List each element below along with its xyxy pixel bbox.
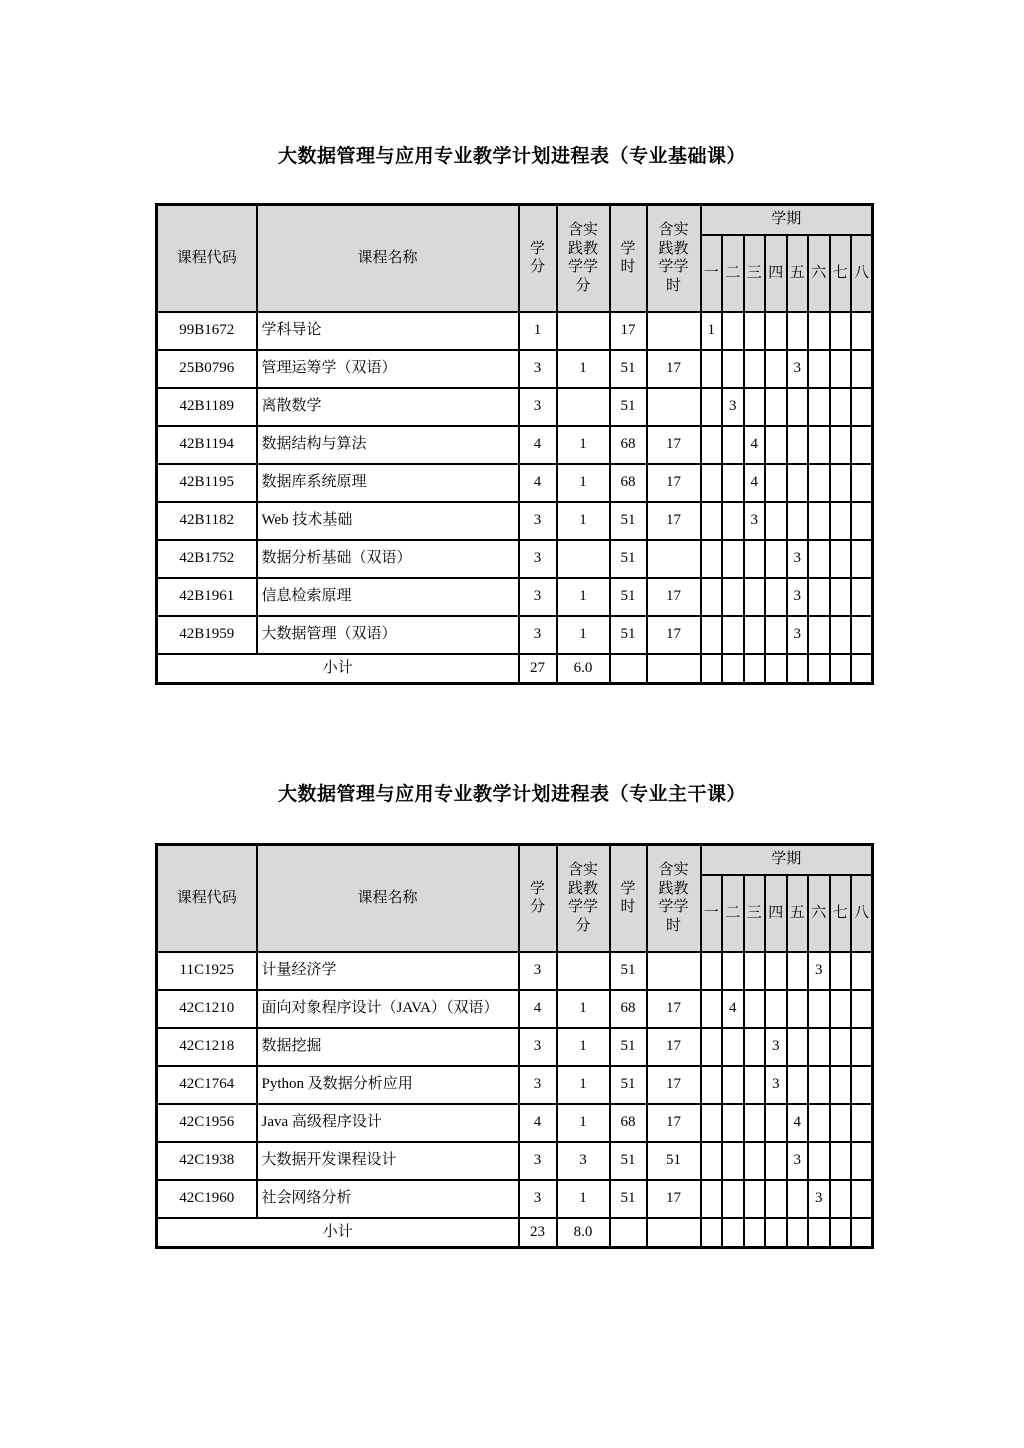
semester-4-cell [765, 1104, 787, 1142]
course-name-cell: 离散数学 [257, 388, 519, 426]
hours-cell: 68 [610, 990, 647, 1028]
table-row [157, 1104, 873, 1142]
hours-cell: 51 [610, 1180, 647, 1218]
hours-header: 学时 [610, 845, 647, 952]
semester-6-cell: 3 [808, 952, 830, 990]
semester-5-cell [787, 1180, 809, 1218]
semester-3-cell [744, 1066, 766, 1104]
course-code-header: 课程代码 [157, 205, 257, 312]
credits-cell: 3 [519, 616, 557, 654]
practice-credits-cell [557, 388, 610, 426]
course-code-cell: 42B1195 [157, 464, 257, 502]
course-code-cell: 42B1189 [157, 388, 257, 426]
course-name-cell: 计量经济学 [257, 952, 519, 990]
semester-1-cell [701, 1104, 723, 1142]
credits-cell: 3 [519, 388, 557, 426]
practice-credits-cell: 3 [557, 1142, 610, 1180]
semester-7-cell [830, 990, 852, 1028]
semester-1-header: 一 [701, 235, 723, 312]
semester-3-cell [744, 1028, 766, 1066]
course-name-cell: 数据库系统原理 [257, 464, 519, 502]
hours-cell: 51 [610, 1066, 647, 1104]
table-header [157, 205, 873, 312]
semester-6-cell: 3 [808, 1180, 830, 1218]
hours-cell: 51 [610, 540, 647, 578]
practice-hours-cell: 17 [647, 990, 701, 1028]
semester-6-cell [808, 990, 830, 1028]
course-code-cell: 25B0796 [157, 350, 257, 388]
semester-5-header: 五 [787, 875, 809, 952]
semester-7-cell [830, 952, 852, 990]
semester-7-cell [830, 1066, 852, 1104]
semester-7-cell [830, 312, 852, 350]
hours-header: 学时 [610, 205, 647, 312]
semester-3-cell: 4 [744, 426, 766, 464]
table-row [157, 502, 873, 540]
practice-hours-cell: 17 [647, 502, 701, 540]
basic-courses-table-container [155, 203, 874, 685]
hours-cell: 51 [610, 952, 647, 990]
semester-5-cell: 3 [787, 1142, 809, 1180]
practice-hours-cell: 17 [647, 1104, 701, 1142]
semester-5-cell [787, 388, 809, 426]
credits-cell: 4 [519, 990, 557, 1028]
semester-8-cell [851, 616, 873, 654]
semester-6-cell [808, 312, 830, 350]
semester-7-cell [830, 388, 852, 426]
semester-8-cell [851, 350, 873, 388]
semester-3-cell [744, 952, 766, 990]
credits-cell: 3 [519, 1028, 557, 1066]
subtotal-practice-hours [647, 1218, 701, 1248]
semester-1-cell [701, 502, 723, 540]
semester-5-cell [787, 990, 809, 1028]
semester-8-cell [851, 1028, 873, 1066]
semester-8-cell [851, 1142, 873, 1180]
semester-8-cell [851, 952, 873, 990]
practice-hours-cell [647, 388, 701, 426]
semester-header: 学期 [701, 845, 873, 875]
table-row [157, 578, 873, 616]
semester-4-cell: 3 [765, 1066, 787, 1104]
semester-5-cell: 4 [787, 1104, 809, 1142]
semester-3-cell: 3 [744, 502, 766, 540]
course-name-cell: 学科导论 [257, 312, 519, 350]
subtotal-label: 小计 [157, 1218, 519, 1248]
semester-6-cell [808, 616, 830, 654]
semester-6-cell [808, 1104, 830, 1142]
semester-5-cell: 3 [787, 616, 809, 654]
table-row [157, 350, 873, 388]
practice-credits-cell [557, 312, 610, 350]
semester-1-cell [701, 578, 723, 616]
semester-3-cell [744, 540, 766, 578]
credits-cell: 4 [519, 1104, 557, 1142]
semester-4-cell: 3 [765, 1028, 787, 1066]
table-header [157, 845, 873, 952]
semester-8-cell [851, 502, 873, 540]
semester-6-cell [808, 502, 830, 540]
semester-4-cell [765, 578, 787, 616]
practice-credits-cell: 1 [557, 990, 610, 1028]
semester-3-header: 三 [744, 875, 766, 952]
semester-5-cell [787, 1066, 809, 1104]
semester-1-cell [701, 464, 723, 502]
semester-1-header: 一 [701, 875, 723, 952]
subtotal-credits: 27 [519, 654, 557, 684]
semester-7-cell [830, 1104, 852, 1142]
semester-2-cell [722, 952, 744, 990]
credits-cell: 3 [519, 952, 557, 990]
subtotal-row [157, 654, 873, 684]
semester-2-cell [722, 1104, 744, 1142]
table-row [157, 1142, 873, 1180]
hours-cell: 51 [610, 502, 647, 540]
subtotal-label: 小计 [157, 654, 519, 684]
practice-hours-cell: 17 [647, 1066, 701, 1104]
credits-cell: 4 [519, 426, 557, 464]
course-name-cell: 数据挖掘 [257, 1028, 519, 1066]
subtotal-practice-credits: 8.0 [557, 1218, 610, 1248]
course-code-cell: 42B1752 [157, 540, 257, 578]
semester-5-cell: 3 [787, 350, 809, 388]
course-name-cell: 社会网络分析 [257, 1180, 519, 1218]
semester-7-header: 七 [830, 875, 852, 952]
course-code-cell: 42B1194 [157, 426, 257, 464]
semester-8-cell [851, 464, 873, 502]
table-row [157, 1066, 873, 1104]
semester-2-cell [722, 1066, 744, 1104]
semester-4-cell [765, 540, 787, 578]
semester-7-cell [830, 502, 852, 540]
semester-4-cell [765, 990, 787, 1028]
course-code-cell: 42B1961 [157, 578, 257, 616]
table-row [157, 540, 873, 578]
credits-cell: 3 [519, 1142, 557, 1180]
semester-6-cell [808, 1142, 830, 1180]
semester-7-header: 七 [830, 235, 852, 312]
hours-cell: 51 [610, 1142, 647, 1180]
semester-5-cell [787, 1028, 809, 1066]
hours-cell: 51 [610, 350, 647, 388]
semester-6-cell [808, 578, 830, 616]
semester-8-cell [851, 312, 873, 350]
semester-1-cell: 1 [701, 312, 723, 350]
semester-2-cell [722, 312, 744, 350]
hours-cell: 51 [610, 616, 647, 654]
course-code-header: 课程代码 [157, 845, 257, 952]
semester-6-cell [808, 350, 830, 388]
table-row [157, 1028, 873, 1066]
semester-7-cell [830, 1180, 852, 1218]
semester-3-cell: 4 [744, 464, 766, 502]
hours-cell: 51 [610, 578, 647, 616]
table-row [157, 312, 873, 350]
subtotal-hours [610, 1218, 647, 1248]
semester-1-cell [701, 388, 723, 426]
semester-1-cell [701, 350, 723, 388]
course-name-cell: 数据分析基础（双语） [257, 540, 519, 578]
semester-4-cell [765, 464, 787, 502]
semester-2-cell [722, 502, 744, 540]
practice-hours-cell: 17 [647, 350, 701, 388]
practice-credits-cell: 1 [557, 1028, 610, 1066]
practice-credits-cell: 1 [557, 578, 610, 616]
practice-hours-cell: 17 [647, 1180, 701, 1218]
semester-7-cell [830, 578, 852, 616]
semester-7-cell [830, 540, 852, 578]
course-code-cell: 42C1938 [157, 1142, 257, 1180]
table-row [157, 990, 873, 1028]
semester-1-cell [701, 1028, 723, 1066]
practice-hours-cell [647, 540, 701, 578]
course-name-header: 课程名称 [257, 845, 519, 952]
semester-3-cell [744, 1142, 766, 1180]
practice-hours-cell [647, 952, 701, 990]
semester-5-cell [787, 502, 809, 540]
practice-hours-cell: 51 [647, 1142, 701, 1180]
credits-cell: 3 [519, 1066, 557, 1104]
semester-3-cell [744, 616, 766, 654]
semester-6-header: 六 [808, 875, 830, 952]
practice-credits-cell: 1 [557, 426, 610, 464]
subtotal-practice-credits: 6.0 [557, 654, 610, 684]
hours-cell: 51 [610, 1028, 647, 1066]
semester-4-cell [765, 350, 787, 388]
practice-credits-cell: 1 [557, 1066, 610, 1104]
practice-credits-cell: 1 [557, 1180, 610, 1218]
practice-hours-cell [647, 312, 701, 350]
semester-8-cell [851, 540, 873, 578]
semester-7-cell [830, 616, 852, 654]
practice-credits-header: 含实践教学学分 [557, 845, 610, 952]
practice-credits-cell [557, 540, 610, 578]
semester-8-cell [851, 426, 873, 464]
credits-header: 学分 [519, 205, 557, 312]
credits-cell: 3 [519, 502, 557, 540]
course-name-cell: 大数据开发课程设计 [257, 1142, 519, 1180]
course-name-header: 课程名称 [257, 205, 519, 312]
table-body [157, 952, 873, 1218]
practice-hours-header: 含实践教学学时 [647, 845, 701, 952]
practice-credits-cell: 1 [557, 616, 610, 654]
course-code-cell: 42C1960 [157, 1180, 257, 1218]
course-code-cell: 42B1182 [157, 502, 257, 540]
table-row [157, 1180, 873, 1218]
credits-cell: 4 [519, 464, 557, 502]
semester-7-cell [830, 1142, 852, 1180]
semester-3-cell [744, 990, 766, 1028]
practice-hours-cell: 17 [647, 578, 701, 616]
semester-4-cell [765, 616, 787, 654]
course-name-cell: Python 及数据分析应用 [257, 1066, 519, 1104]
semester-5-cell: 3 [787, 540, 809, 578]
semester-5-cell: 3 [787, 578, 809, 616]
subtotal-row [157, 1218, 873, 1248]
course-name-cell: 数据结构与算法 [257, 426, 519, 464]
subtotal-hours [610, 654, 647, 684]
semester-5-cell [787, 952, 809, 990]
semester-2-header: 二 [722, 235, 744, 312]
semester-7-cell [830, 426, 852, 464]
table-title-basic-courses: 大数据管理与应用专业教学计划进程表（专业基础课） [277, 146, 746, 167]
semester-4-cell [765, 952, 787, 990]
table-row [157, 426, 873, 464]
semester-5-cell [787, 464, 809, 502]
semester-3-cell [744, 578, 766, 616]
practice-hours-cell: 17 [647, 1028, 701, 1066]
practice-credits-cell: 1 [557, 502, 610, 540]
semester-7-cell [830, 1028, 852, 1066]
hours-cell: 68 [610, 464, 647, 502]
semester-6-cell [808, 1066, 830, 1104]
practice-hours-cell: 17 [647, 616, 701, 654]
course-name-cell: 大数据管理（双语） [257, 616, 519, 654]
semester-3-cell [744, 350, 766, 388]
semester-3-cell [744, 1104, 766, 1142]
credits-cell: 3 [519, 578, 557, 616]
semester-8-header: 八 [851, 875, 873, 952]
semester-5-header: 五 [787, 235, 809, 312]
credits-cell: 3 [519, 350, 557, 388]
subtotal-credits: 23 [519, 1218, 557, 1248]
semester-1-cell [701, 616, 723, 654]
semester-2-cell: 3 [722, 388, 744, 426]
practice-hours-header: 含实践教学学时 [647, 205, 701, 312]
semester-4-cell [765, 388, 787, 426]
semester-2-cell [722, 540, 744, 578]
hours-cell: 68 [610, 1104, 647, 1142]
semester-3-cell [744, 1180, 766, 1218]
table-row [157, 388, 873, 426]
semester-3-cell [744, 312, 766, 350]
semester-1-cell [701, 952, 723, 990]
credits-cell: 1 [519, 312, 557, 350]
table-footer [157, 654, 873, 684]
semester-4-cell [765, 312, 787, 350]
table-row [157, 616, 873, 654]
table-row [157, 464, 873, 502]
semester-1-cell [701, 1142, 723, 1180]
course-code-cell: 42C1210 [157, 990, 257, 1028]
semester-header: 学期 [701, 205, 873, 235]
practice-credits-cell [557, 952, 610, 990]
course-code-cell: 42C1218 [157, 1028, 257, 1066]
credits-cell: 3 [519, 1180, 557, 1218]
semester-2-cell [722, 464, 744, 502]
table-footer [157, 1218, 873, 1248]
semester-1-cell [701, 1180, 723, 1218]
semester-2-cell [722, 1142, 744, 1180]
semester-4-header: 四 [765, 235, 787, 312]
course-code-cell: 99B1672 [157, 312, 257, 350]
table-title-core-courses: 大数据管理与应用专业教学计划进程表（专业主干课） [277, 784, 746, 805]
course-name-cell: Web 技术基础 [257, 502, 519, 540]
hours-cell: 17 [610, 312, 647, 350]
subtotal-practice-hours [647, 654, 701, 684]
semester-8-header: 八 [851, 235, 873, 312]
semester-1-cell [701, 540, 723, 578]
practice-credits-cell: 1 [557, 464, 610, 502]
semester-6-cell [808, 388, 830, 426]
semester-8-cell [851, 1066, 873, 1104]
semester-2-cell [722, 616, 744, 654]
semester-2-cell: 4 [722, 990, 744, 1028]
semester-8-cell [851, 388, 873, 426]
semester-6-header: 六 [808, 235, 830, 312]
semester-8-cell [851, 990, 873, 1028]
semester-4-cell [765, 1142, 787, 1180]
semester-8-cell [851, 1180, 873, 1218]
semester-3-cell [744, 388, 766, 426]
semester-7-cell [830, 350, 852, 388]
basic-courses-table [155, 203, 874, 685]
credits-header: 学分 [519, 845, 557, 952]
semester-4-cell [765, 426, 787, 464]
semester-2-cell [722, 578, 744, 616]
semester-4-cell [765, 1180, 787, 1218]
semester-2-cell [722, 426, 744, 464]
table-body [157, 312, 873, 654]
semester-1-cell [701, 1066, 723, 1104]
course-code-cell: 42C1956 [157, 1104, 257, 1142]
course-name-cell: 面向对象程序设计（JAVA）（双语） [257, 990, 519, 1028]
table-row [157, 952, 873, 990]
semester-1-cell [701, 426, 723, 464]
semester-4-header: 四 [765, 875, 787, 952]
semester-8-cell [851, 1104, 873, 1142]
course-code-cell: 11C1925 [157, 952, 257, 990]
semester-5-cell [787, 312, 809, 350]
semester-2-cell [722, 1028, 744, 1066]
semester-7-cell [830, 464, 852, 502]
practice-hours-cell: 17 [647, 426, 701, 464]
hours-cell: 68 [610, 426, 647, 464]
course-code-cell: 42C1764 [157, 1066, 257, 1104]
hours-cell: 51 [610, 388, 647, 426]
semester-8-cell [851, 578, 873, 616]
course-name-cell: Java 高级程序设计 [257, 1104, 519, 1142]
course-name-cell: 管理运筹学（双语） [257, 350, 519, 388]
semester-6-cell [808, 464, 830, 502]
core-courses-table [155, 843, 874, 1249]
semester-2-header: 二 [722, 875, 744, 952]
semester-2-cell [722, 1180, 744, 1218]
credits-cell: 3 [519, 540, 557, 578]
semester-4-cell [765, 502, 787, 540]
semester-3-header: 三 [744, 235, 766, 312]
semester-6-cell [808, 426, 830, 464]
semester-1-cell [701, 990, 723, 1028]
practice-credits-header: 含实践教学学分 [557, 205, 610, 312]
practice-credits-cell: 1 [557, 1104, 610, 1142]
course-name-cell: 信息检索原理 [257, 578, 519, 616]
semester-6-cell [808, 540, 830, 578]
semester-6-cell [808, 1028, 830, 1066]
core-courses-table-container [155, 843, 874, 1249]
practice-hours-cell: 17 [647, 464, 701, 502]
practice-credits-cell: 1 [557, 350, 610, 388]
course-code-cell: 42B1959 [157, 616, 257, 654]
semester-5-cell [787, 426, 809, 464]
semester-2-cell [722, 350, 744, 388]
